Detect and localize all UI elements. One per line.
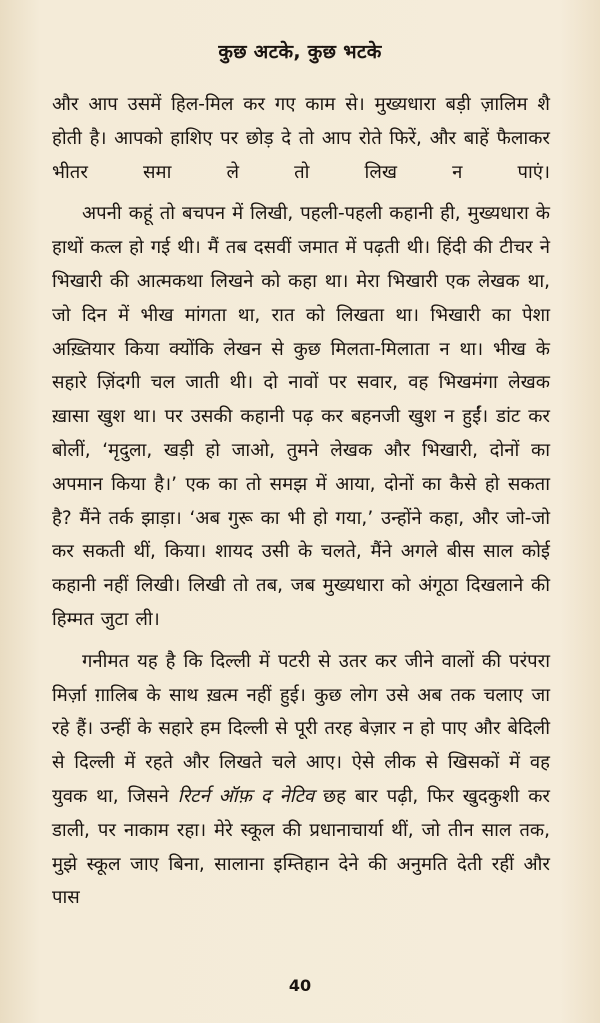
paragraph-3-text-start: गनीमत यह है कि दिल्ली में पटरी से उतर कर जीने वालों की परंपरा मिर्ज़ा ग़ालिब के साथ ख़त्म नहीं हुई। कुछ लोग उसे अब तक चलाए जा रहे हैं। उन्हीं के सहारे हम दिल्ली से पूरी तरह बेज़ार न हो पाए और बेदिली से दिल्ली में रहते और लिखते चले आए। ऐसे लीक से खिसकों में वह युवक था, जिसने xyxy=(52,650,550,807)
paragraph-3-text-end: छह बार पढ़ी, फिर खुदकुशी कर डाली, पर नाकाम रहा। मेरे स्कूल की प्रधानाचार्या थीं, जो तीन साल तक, मुझे स्कूल जाए बिना, सालाना इम्तिहान देने की अनुमति देती रहीं और पास xyxy=(52,785,550,909)
body-text xyxy=(52,88,550,923)
paragraph-1-text: और आप उसमें हिल-मिल कर गए काम से। मुख्यधारा बड़ी ज़ालिम शै होती है। आपको हाशिए पर छोड़ दे तो आप रोते फिरें, और बाहें फैलाकर भीतर समा ले तो लिख न पाएं। xyxy=(52,94,550,183)
paragraph-3 xyxy=(52,645,550,915)
paragraph-1 xyxy=(52,88,550,189)
paragraph-2-text: अपनी कहूं तो बचपन में लिखी, पहली-पहली कहानी ही, मुख्यधारा के हाथों कत्ल हो गई थी। मैं तब दसवीं जमात में पढ़ती थी। हिंदी की टीचर ने भिखारी की आत्मकथा लिखने को कहा था। मेरा भिखारी एक लेखक था, जो दिन में भीख मांगता था, रात को लिखता था। भिखारी का पेशा अख़्तियार किया क्योंकि लेखन से कुछ मिलता-मिलाता न था। भीख के सहारे ज़िंदगी चल जाती थी। दो नावों पर सवार, वह भिखमंगा लेखक ख़ासा खुश था। पर उसकी कहानी पढ़ कर बहनजी खुश न हुईं। डांट कर बोलीं, ‘मृदुला, खड़ी हो जाओ, तुमने लेखक और भिखारी, दोनों का अपमान किया है।’ एक का तो समझ में आया, दोनों का कैसे हो सकता है? मैंने तर्क झाड़ा। ‘अब गुरू का भी हो गया,’ उन्होंने कहा, और जो-जो कर सकती थीं, किया। शायद उसी के चलते, मैंने अगले बीस साल कोई कहानी नहीं लिखी। लिखी तो तब, जब मुख्यधारा को अंगूठा दिखलाने की हिम्मत जुटा ली। xyxy=(52,203,550,630)
paragraph-2 xyxy=(52,197,550,636)
running-title: कुछ अटके, कुछ भटके xyxy=(218,41,382,63)
book-title-italic: रिटर्न ऑफ़ द नेटिव xyxy=(177,785,315,807)
page-number: 40 xyxy=(288,976,312,995)
